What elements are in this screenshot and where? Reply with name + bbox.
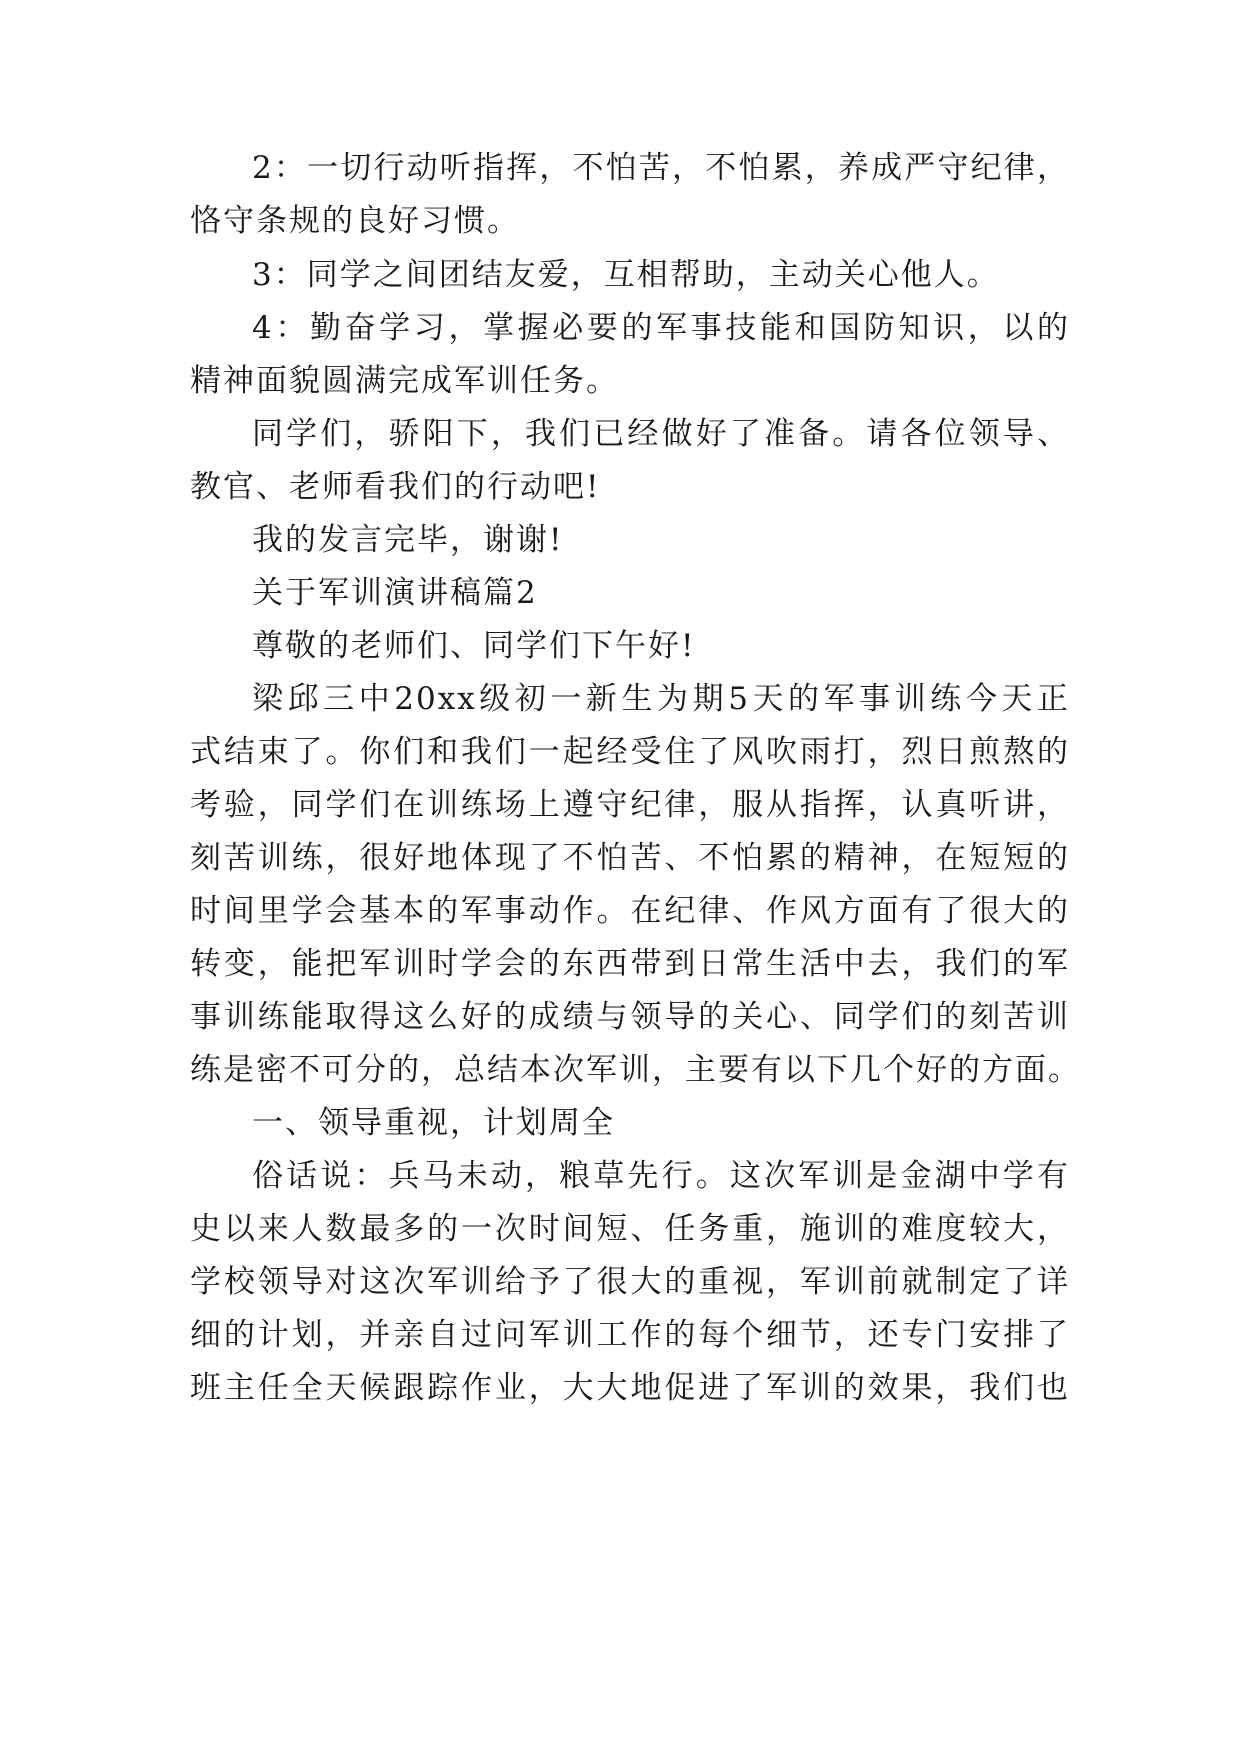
text-line: 2：一切行动听指挥，不怕苦，不怕累，养成严守纪律， xyxy=(252,150,1070,186)
text-line: 时间里学会基本的军事动作。在纪律、作风方面有了很大的 xyxy=(190,893,1070,929)
text-line: 梁邱三中20xx级初一新生为期5天的军事训练今天正 xyxy=(252,681,1070,717)
text-line: 同学们，骄阳下，我们已经做好了准备。请各位领导、 xyxy=(252,416,1070,452)
text-line: 细的计划，并亲自过问军训工作的每个细节，还专门安排了 xyxy=(190,1317,1070,1353)
subheading: 一、领导重视，计划周全 xyxy=(252,1105,615,1141)
text-line: 3：同学之间团结友爱，互相帮助，主动关心他人。 xyxy=(252,257,1000,293)
text-line: 刻苦训练，很好地体现了不怕苦、不怕累的精神，在短短的 xyxy=(190,840,1070,876)
text-line: 精神面貌圆满完成军训任务。 xyxy=(190,363,619,399)
text-line: 教官、老师看我们的行动吧! xyxy=(190,469,601,505)
text-line: 事训练能取得这么好的成绩与领导的关心、同学们的刻苦训 xyxy=(190,999,1070,1035)
text-line: 考验，同学们在训练场上遵守纪律，服从指挥，认真听讲， xyxy=(190,787,1070,823)
text-line: 练是密不可分的，总结本次军训，主要有以下几个好的方面。 xyxy=(190,1052,1081,1088)
text-line: 史以来人数最多的一次时间短、任务重，施训的难度较大， xyxy=(190,1211,1070,1247)
salutation: 尊敬的老师们、同学们下午好! xyxy=(252,628,696,664)
text-line: 转变，能把军训时学会的东西带到日常生活中去，我们的军 xyxy=(190,946,1070,982)
text-line: 学校领导对这次军训给予了很大的重视，军训前就制定了详 xyxy=(190,1264,1070,1300)
text-line: 4：勤奋学习，掌握必要的军事技能和国防知识，以的 xyxy=(252,310,1070,346)
text-line: 班主任全天候跟踪作业，大大地促进了军训的效果，我们也 xyxy=(190,1370,1070,1406)
section-heading: 关于军训演讲稿篇2 xyxy=(252,575,538,611)
text-line: 恪守条规的良好习惯。 xyxy=(190,203,520,239)
text-line: 式结束了。你们和我们一起经受住了风吹雨打，烈日煎熬的 xyxy=(190,734,1070,770)
text-line: 我的发言完毕，谢谢! xyxy=(252,522,564,558)
text-line: 俗话说：兵马未动，粮草先行。这次军训是金湖中学有 xyxy=(252,1158,1070,1194)
